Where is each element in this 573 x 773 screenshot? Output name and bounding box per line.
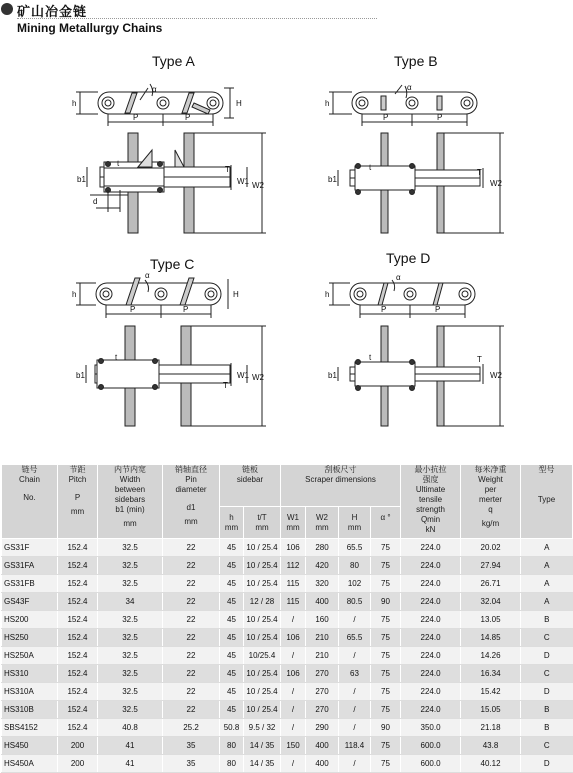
dim-d-alpha: α xyxy=(396,273,401,282)
col-H: H mm xyxy=(339,507,371,539)
col-scraper: 刮板尺寸 Scraper dimensions xyxy=(281,465,401,507)
table-cell: / xyxy=(339,701,371,719)
table-cell: 15.05 xyxy=(461,701,521,719)
table-cell: 224.0 xyxy=(401,629,461,647)
table-cell: 210 xyxy=(306,629,339,647)
table-cell: 14 / 35 xyxy=(244,737,281,755)
table-cell: 400 xyxy=(306,755,339,773)
dim-d-t: t xyxy=(369,353,372,362)
col-tT: t/T mm xyxy=(244,507,281,539)
table-cell: 270 xyxy=(306,701,339,719)
table-cell: 10 / 25.4 xyxy=(244,557,281,575)
table-cell: 32.5 xyxy=(98,575,163,593)
dim-d-w2: W2 xyxy=(490,371,502,380)
table-row xyxy=(2,719,573,737)
table-cell: 32.04 xyxy=(461,593,521,611)
dim-c-w1: W1 xyxy=(237,371,249,380)
table-cell: 200 xyxy=(58,737,98,755)
table-cell: D xyxy=(521,683,573,701)
table-cell: 75 xyxy=(371,683,401,701)
table-cell: 32.5 xyxy=(98,647,163,665)
type-d-label: Type D xyxy=(386,250,431,266)
table-row xyxy=(2,557,573,575)
dim-c-b1: b1 xyxy=(76,371,85,380)
table-cell: 102 xyxy=(339,575,371,593)
table-cell: 224.0 xyxy=(401,665,461,683)
table-cell: 10 / 25.4 xyxy=(244,575,281,593)
table-cell: 32.5 xyxy=(98,611,163,629)
table-cell: 26.71 xyxy=(461,575,521,593)
table-cell: 45 xyxy=(220,575,244,593)
table-cell: 115 xyxy=(281,593,306,611)
table-cell: / xyxy=(281,755,306,773)
table-cell: 75 xyxy=(371,647,401,665)
table-cell: 106 xyxy=(281,665,306,683)
type-c-diagram xyxy=(76,278,266,426)
table-cell: 152.4 xyxy=(58,557,98,575)
table-cell: 14.26 xyxy=(461,647,521,665)
table-cell: 22 xyxy=(163,593,220,611)
table-cell: 32.5 xyxy=(98,629,163,647)
table-cell: HS450A xyxy=(2,755,58,773)
table-cell: A xyxy=(521,539,573,557)
table-cell: 152.4 xyxy=(58,701,98,719)
table-cell: HS310A xyxy=(2,683,58,701)
table-cell: 160 xyxy=(306,611,339,629)
table-cell: 22 xyxy=(163,539,220,557)
dim-a-h: h xyxy=(72,99,77,108)
table-cell: 22 xyxy=(163,683,220,701)
dim-d-p2: P xyxy=(435,305,441,314)
table-cell: 224.0 xyxy=(401,611,461,629)
dim-d-T: T xyxy=(477,355,482,364)
table-cell: 45 xyxy=(220,683,244,701)
table-cell: 22 xyxy=(163,575,220,593)
table-cell: 15.42 xyxy=(461,683,521,701)
table-cell: 35 xyxy=(163,755,220,773)
col-type: 型号 Type xyxy=(521,465,573,539)
table-cell: 10 / 25.4 xyxy=(244,665,281,683)
table-cell: 22 xyxy=(163,701,220,719)
dim-a-alpha: α xyxy=(152,85,157,94)
table-cell: 41 xyxy=(98,755,163,773)
table-cell: 152.4 xyxy=(58,647,98,665)
table-cell: 10 / 25.4 xyxy=(244,701,281,719)
table-cell: 10/25.4 xyxy=(244,647,281,665)
table-cell: B xyxy=(521,701,573,719)
col-alpha: α ° xyxy=(371,507,401,539)
spec-table-body xyxy=(2,539,573,773)
dim-d-h: h xyxy=(325,290,330,299)
table-cell: 40.8 xyxy=(98,719,163,737)
table-cell: 45 xyxy=(220,665,244,683)
col-sidebar: 链板 sidebar xyxy=(220,465,281,507)
table-row xyxy=(2,611,573,629)
table-cell: 270 xyxy=(306,683,339,701)
col-pitch: 节距 Pitch P mm xyxy=(58,465,98,539)
table-cell: 210 xyxy=(306,647,339,665)
table-row xyxy=(2,629,573,647)
table-cell: HS200 xyxy=(2,611,58,629)
table-cell: 45 xyxy=(220,647,244,665)
title-cn: 矿山冶金链 xyxy=(17,4,88,19)
table-cell: 90 xyxy=(371,719,401,737)
table-cell: 32.5 xyxy=(98,539,163,557)
table-cell: HS310B xyxy=(2,701,58,719)
col-h: h mm xyxy=(220,507,244,539)
table-cell: 106 xyxy=(281,629,306,647)
table-cell: 45 xyxy=(220,701,244,719)
dim-d-b1: b1 xyxy=(328,371,337,380)
dim-a-p1: P xyxy=(133,113,139,122)
table-cell: 320 xyxy=(306,575,339,593)
table-cell: 35 xyxy=(163,737,220,755)
table-cell: 90 xyxy=(371,593,401,611)
table-cell: A xyxy=(521,557,573,575)
table-cell: 118.4 xyxy=(339,737,371,755)
table-cell: 22 xyxy=(163,665,220,683)
table-cell: B xyxy=(521,719,573,737)
table-cell: 45 xyxy=(220,593,244,611)
table-cell: 280 xyxy=(306,539,339,557)
table-cell: 150 xyxy=(281,737,306,755)
col-w1: W1 mm xyxy=(281,507,306,539)
table-cell: C xyxy=(521,629,573,647)
col-weight: 每米净重 Weight per merter q kg/m xyxy=(461,465,521,539)
table-cell: B xyxy=(521,611,573,629)
table-cell: 45 xyxy=(220,611,244,629)
table-row xyxy=(2,647,573,665)
table-cell: 80 xyxy=(220,755,244,773)
table-cell: 12 / 28 xyxy=(244,593,281,611)
table-cell: / xyxy=(281,683,306,701)
table-cell: 75 xyxy=(371,629,401,647)
dim-b-T: T xyxy=(477,168,482,177)
table-cell: 32.5 xyxy=(98,665,163,683)
table-cell: 40.12 xyxy=(461,755,521,773)
dim-a-w2: W2 xyxy=(252,181,264,190)
table-cell: 600.0 xyxy=(401,755,461,773)
table-row xyxy=(2,575,573,593)
table-cell: 224.0 xyxy=(401,647,461,665)
dim-a-p2: P xyxy=(185,113,191,122)
table-cell: 16.34 xyxy=(461,665,521,683)
table-cell: A xyxy=(521,593,573,611)
table-cell: 65.5 xyxy=(339,539,371,557)
table-cell: 200 xyxy=(58,755,98,773)
dim-a-t: t xyxy=(117,159,120,168)
table-cell: HS250 xyxy=(2,629,58,647)
table-cell: 45 xyxy=(220,557,244,575)
table-cell: GS31FB xyxy=(2,575,58,593)
table-cell: 13.05 xyxy=(461,611,521,629)
table-cell: 65.5 xyxy=(339,629,371,647)
table-cell: 224.0 xyxy=(401,683,461,701)
dim-b-b1: b1 xyxy=(328,175,337,184)
table-cell: 34 xyxy=(98,593,163,611)
table-cell: / xyxy=(281,611,306,629)
table-cell: GS31F xyxy=(2,539,58,557)
dim-a-b1: b1 xyxy=(77,175,86,184)
table-cell: 75 xyxy=(371,665,401,683)
table-cell: 75 xyxy=(371,557,401,575)
table-cell: GS31FA xyxy=(2,557,58,575)
dim-c-h: h xyxy=(72,290,77,299)
table-cell: 224.0 xyxy=(401,593,461,611)
table-cell: 224.0 xyxy=(401,701,461,719)
table-cell: / xyxy=(339,611,371,629)
table-cell: 400 xyxy=(306,593,339,611)
table-cell: 420 xyxy=(306,557,339,575)
table-cell: 400 xyxy=(306,737,339,755)
table-cell: 22 xyxy=(163,557,220,575)
table-cell: 22 xyxy=(163,647,220,665)
table-cell: HS310 xyxy=(2,665,58,683)
table-cell: 152.4 xyxy=(58,719,98,737)
table-cell: 21.18 xyxy=(461,719,521,737)
table-cell: 27.94 xyxy=(461,557,521,575)
col-w2: W2 mm xyxy=(306,507,339,539)
dim-a-d: d xyxy=(93,197,98,206)
table-cell: C xyxy=(521,665,573,683)
dim-b-t: t xyxy=(369,163,372,172)
dim-d-p1: P xyxy=(381,305,387,314)
type-d-diagram xyxy=(329,280,504,426)
table-cell: SBS4152 xyxy=(2,719,58,737)
table-cell: / xyxy=(339,719,371,737)
dim-b-p2: P xyxy=(437,113,443,122)
table-cell: HS450 xyxy=(2,737,58,755)
table-cell: 152.4 xyxy=(58,665,98,683)
table-row xyxy=(2,683,573,701)
table-cell: 115 xyxy=(281,575,306,593)
table-cell: 80 xyxy=(339,557,371,575)
dim-c-w2: W2 xyxy=(252,373,264,382)
table-row xyxy=(2,665,573,683)
col-width: 内节内宽 Width between sidebars b1 (min) mm xyxy=(98,465,163,539)
table-cell: 14 / 35 xyxy=(244,755,281,773)
table-cell: 45 xyxy=(220,629,244,647)
table-cell: 224.0 xyxy=(401,539,461,557)
dim-c-alpha: α xyxy=(145,271,150,280)
table-cell: 20.02 xyxy=(461,539,521,557)
table-cell: 43.8 xyxy=(461,737,521,755)
dim-a-T: T xyxy=(225,165,230,174)
table-cell: 9.5 / 32 xyxy=(244,719,281,737)
title-en: Mining Metallurgy Chains xyxy=(17,21,163,35)
table-cell: HS250A xyxy=(2,647,58,665)
table-cell: 75 xyxy=(371,575,401,593)
table-row xyxy=(2,539,573,557)
dim-b-h: h xyxy=(325,99,330,108)
dim-b-alpha: α xyxy=(407,83,412,92)
col-tensile: 最小抗拉 强度 Ultimate tensile strength Qmin kN xyxy=(401,465,461,539)
table-cell: A xyxy=(521,575,573,593)
table-cell: 350.0 xyxy=(401,719,461,737)
table-cell: 32.5 xyxy=(98,683,163,701)
table-cell: 22 xyxy=(163,629,220,647)
table-cell: 14.85 xyxy=(461,629,521,647)
table-cell: 112 xyxy=(281,557,306,575)
table-cell: / xyxy=(281,647,306,665)
table-cell: 75 xyxy=(371,755,401,773)
table-cell: 80.5 xyxy=(339,593,371,611)
type-b-diagram xyxy=(329,85,504,233)
table-cell: 152.4 xyxy=(58,611,98,629)
col-pin: 销轴直径 Pin diameter d1 mm xyxy=(163,465,220,539)
table-cell: 10 / 25.4 xyxy=(244,683,281,701)
dim-c-H: H xyxy=(233,290,239,299)
table-cell: 25.2 xyxy=(163,719,220,737)
table-row xyxy=(2,593,573,611)
type-a-label: Type A xyxy=(152,53,195,69)
dim-c-T: T xyxy=(223,381,228,390)
dim-a-w1: W1 xyxy=(237,177,249,186)
table-cell: / xyxy=(281,719,306,737)
table-cell: C xyxy=(521,737,573,755)
table-cell: 270 xyxy=(306,665,339,683)
table-cell: 152.4 xyxy=(58,683,98,701)
table-cell: 75 xyxy=(371,701,401,719)
table-cell: 224.0 xyxy=(401,557,461,575)
type-b-label: Type B xyxy=(394,53,438,69)
table-cell: 10 / 25.4 xyxy=(244,629,281,647)
table-cell: 106 xyxy=(281,539,306,557)
dim-c-p1: P xyxy=(130,305,136,314)
table-cell: 75 xyxy=(371,611,401,629)
table-cell: 75 xyxy=(371,737,401,755)
table-cell: / xyxy=(339,683,371,701)
spec-table xyxy=(1,464,573,773)
dim-b-p1: P xyxy=(383,113,389,122)
table-cell: D xyxy=(521,647,573,665)
table-cell: 10 / 25.4 xyxy=(244,611,281,629)
dim-c-p2: P xyxy=(183,305,189,314)
table-row xyxy=(2,701,573,719)
table-cell: 75 xyxy=(371,539,401,557)
table-cell: 45 xyxy=(220,539,244,557)
type-c-label: Type C xyxy=(150,256,195,272)
dim-b-w2: W2 xyxy=(490,179,502,188)
table-cell: D xyxy=(521,755,573,773)
table-cell: 50.8 xyxy=(220,719,244,737)
table-cell: 152.4 xyxy=(58,593,98,611)
table-cell: GS43F xyxy=(2,593,58,611)
table-cell: 600.0 xyxy=(401,737,461,755)
col-chain: 链号 Chain No. xyxy=(2,465,58,539)
table-cell: 63 xyxy=(339,665,371,683)
table-cell: / xyxy=(281,701,306,719)
table-cell: 152.4 xyxy=(58,539,98,557)
dim-c-t: t xyxy=(115,353,118,362)
table-cell: 224.0 xyxy=(401,575,461,593)
table-row xyxy=(2,737,573,755)
table-cell: 152.4 xyxy=(58,575,98,593)
table-cell: 32.5 xyxy=(98,701,163,719)
table-cell: 22 xyxy=(163,611,220,629)
table-cell: / xyxy=(339,647,371,665)
table-cell: 290 xyxy=(306,719,339,737)
dim-a-H: H xyxy=(236,99,242,108)
table-cell: 10 / 25.4 xyxy=(244,539,281,557)
table-cell: 41 xyxy=(98,737,163,755)
table-cell: 80 xyxy=(220,737,244,755)
table-cell: / xyxy=(339,755,371,773)
table-cell: 32.5 xyxy=(98,557,163,575)
table-row xyxy=(2,755,573,773)
table-cell: 152.4 xyxy=(58,629,98,647)
